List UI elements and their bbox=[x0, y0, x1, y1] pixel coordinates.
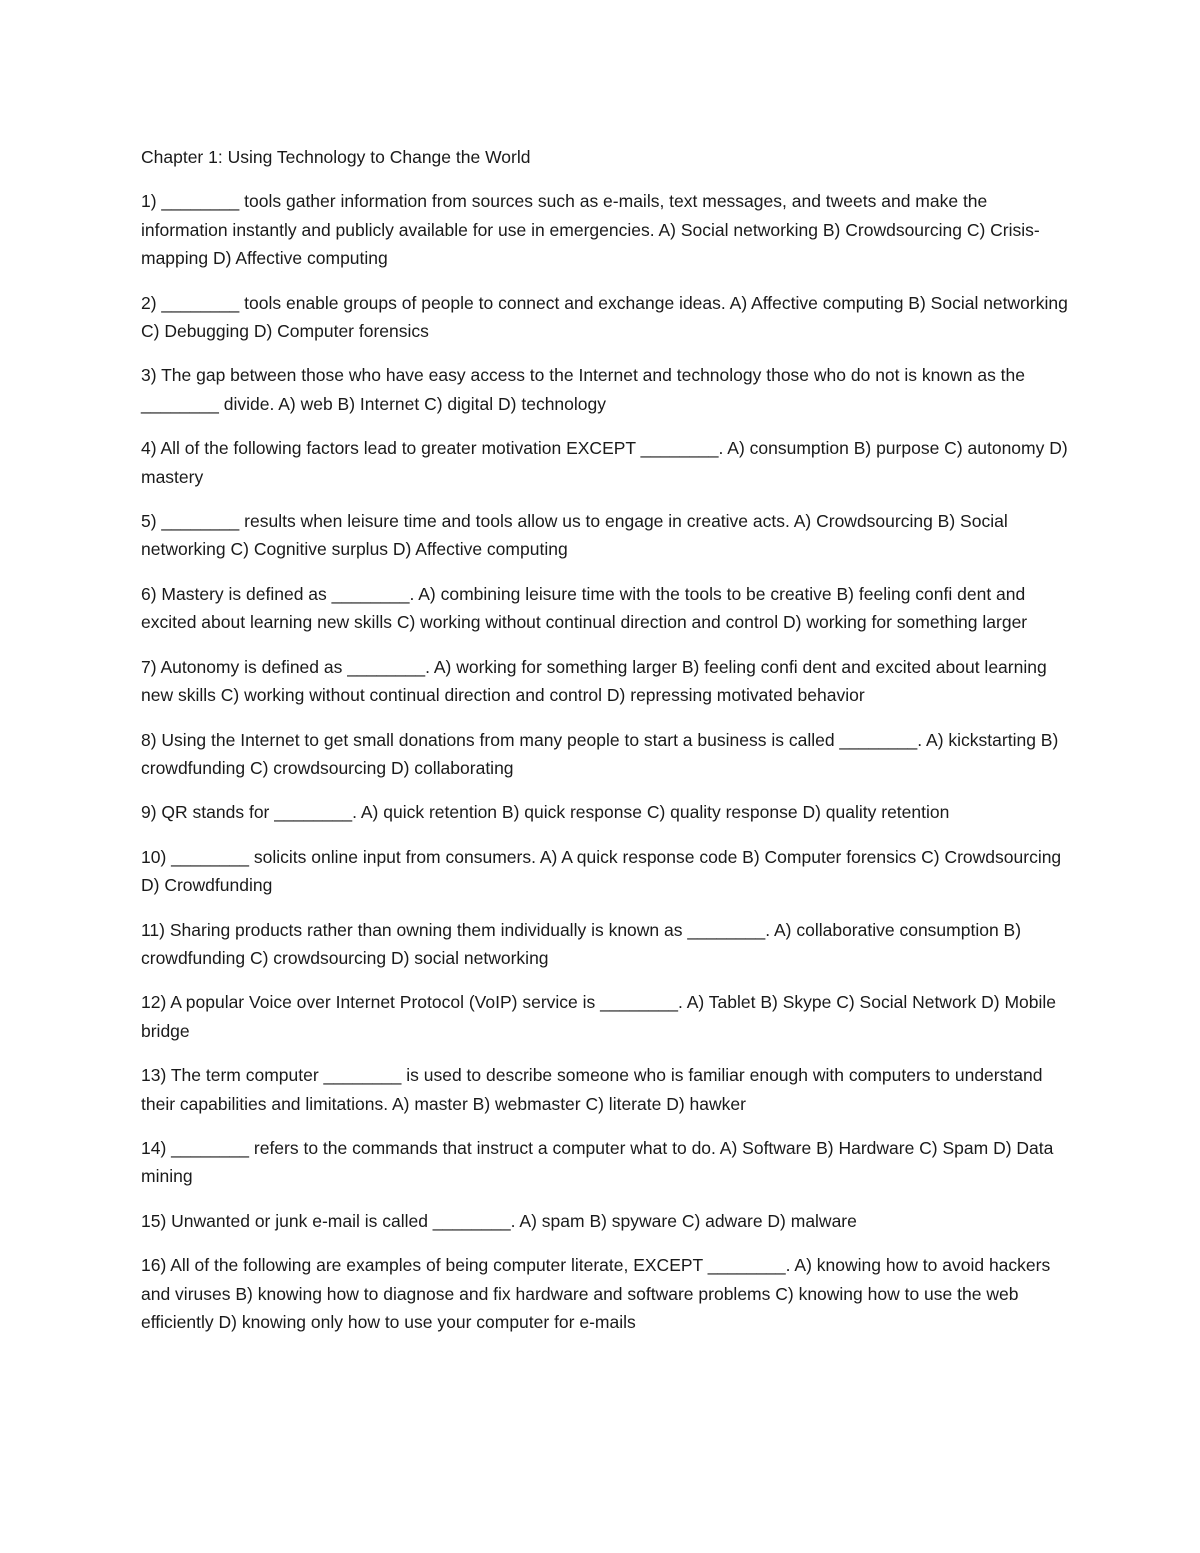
question-4: 4) All of the following factors lead to greater motivation EXCEPT ________. A) consumption B) purpose C) autonomy D) mastery bbox=[141, 438, 1068, 487]
document-body bbox=[141, 143, 1071, 1352]
question-14: 14) ________ refers to the commands that instruct a computer what to do. A) Software B) Hardware C) Spam D) Data mining bbox=[141, 1137, 1054, 1187]
question-12: 12) A popular Voice over Internet Protocol (VoIP) service is ________. A) Tablet B) Skype C) Social Network D) Mobile bridge bbox=[141, 992, 1056, 1041]
question-8: 8) Using the Internet to get small donations from many people to start a business is called ________. A) kickstarting B) crowdfunding C) crowdsourcing D) collaborating bbox=[141, 729, 1059, 778]
question-7: 7) Autonomy is defined as ________. A) working for something larger B) feeling confi dent and excited about learning new skills C) working without continual direction and control D) repressing motivated behavior bbox=[141, 656, 1047, 706]
question-10: 10) ________ solicits online input from consumers. A) A quick response code B) Computer forensics C) Crowdsourcing D) Crowdfunding bbox=[141, 846, 1062, 896]
question-15: 15) Unwanted or junk e-mail is called ________. A) spam B) spyware C) adware D) malware bbox=[141, 1210, 857, 1231]
question-3: 3) The gap between those who have easy access to the Internet and technology those who do not is known as the ________ divide. A) web B) Internet C) digital D) technology bbox=[141, 365, 1026, 414]
question-9: 9) QR stands for ________. A) quick retention B) quick response C) quality response D) quality retention bbox=[141, 802, 950, 823]
question-16: 16) All of the following are examples of being computer literate, EXCEPT ________. A) knowing how to avoid hackers and viruses B) knowing how to diagnose and fix hardware and software problems C) knowing how to use the web efficiently D) knowing only how to use your computer for e-mails bbox=[141, 1255, 1051, 1332]
question-13: 13) The term computer ________ is used to describe someone who is familiar enough with computers to understand their capabilities and limitations. A) master B) webmaster C) literate D) hawker bbox=[141, 1065, 1043, 1114]
question-2: 2) ________ tools enable groups of people to connect and exchange ideas. A) Affective computing B) Social networking C) Debugging D) Computer forensics bbox=[141, 292, 1068, 342]
page-title: Chapter 1: Using Technology to Change the World bbox=[141, 147, 531, 167]
question-5: 5) ________ results when leisure time and tools allow us to engage in creative acts. A) Crowdsourcing B) Social networking C) Cognitive surplus D) Affective computing bbox=[141, 511, 1008, 560]
question-6: 6) Mastery is defined as ________. A) combining leisure time with the tools to be creative B) feeling confi dent and excited about learning new skills C) working without continual direction and control D) working for something larger bbox=[141, 583, 1028, 633]
question-11: 11) Sharing products rather than owning them individually is known as ________. A) collaborative consumption B) crowdfunding C) crowdsourcing D) social networking bbox=[141, 919, 1022, 968]
question-1: 1) ________ tools gather information from sources such as e-mails, text messages, and tweets and make the information instantly and publicly available for use in emergencies. A) Social networking B) Crowdsourcing C) Crisis-mapping D) Affective computing bbox=[141, 191, 1040, 269]
